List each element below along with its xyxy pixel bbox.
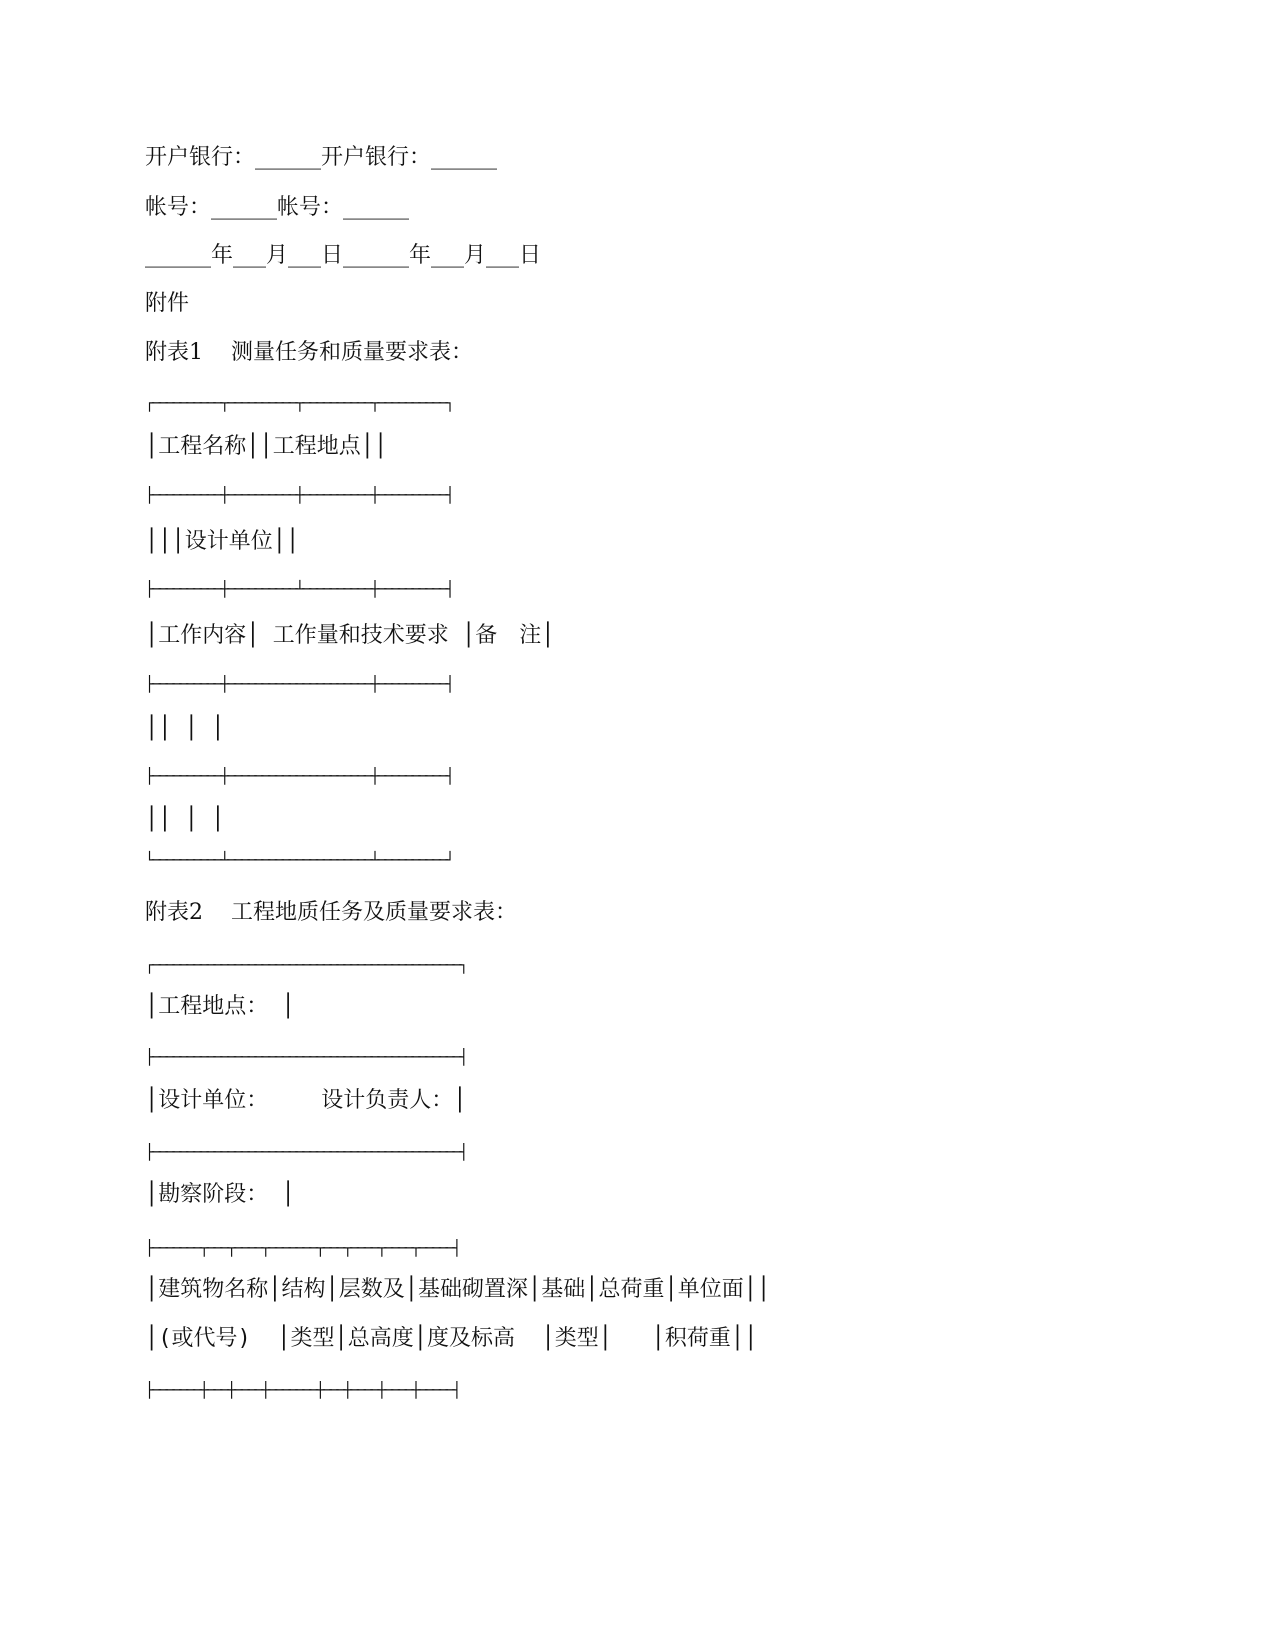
table1-title: 附表1 测量任务和质量要求表： (145, 340, 473, 365)
account-line: 帐号：______帐号：______ (145, 195, 410, 220)
table1-divider: ├──────────┼─────────────────────┼──────────┤ (145, 767, 453, 785)
table1-empty-row: ││ │ │ (145, 807, 225, 832)
table2-divider: ├───────┼───┼────┼───────┼───┼────┼────┼─────┤ (145, 1381, 460, 1399)
table1-header-row: │工作内容│ 工作量和技术要求 │备 注│ (145, 623, 555, 648)
table2-divider: ├───────┬───┬────┬───────┬───┬────┬────┬─────┤ (145, 1239, 460, 1257)
table1-empty-row: ││ │ │ (145, 716, 225, 741)
table2-row-location: │工程地点： │ (145, 994, 295, 1019)
table2-header-row-1: │建筑物名称│结构│层数及│基础砌置深│基础│总荷重│单位面││ (145, 1277, 771, 1302)
table2-row-design: │设计单位： 设计负责人：│ (145, 1088, 467, 1113)
date-line: ______年___月___日______年___月___日 (145, 243, 542, 268)
table2-header-row-2: │(或代号) │类型│总高度│度及标高 │类型│ │积荷重││ (145, 1326, 758, 1351)
table1-divider: ├──────────┼─────────────────────┼──────────┤ (145, 675, 453, 693)
table2-divider: ├─────────────────────────────────────────────┤ (145, 1048, 467, 1066)
table1-top-border: ┌──────────┬──────────┬──────────┬──────────┐ (145, 394, 453, 412)
table1-divider: ├──────────┼──────────┼──────────┼──────────┤ (145, 486, 453, 504)
table1-row-design-unit: │││设计单位││ (145, 529, 300, 554)
table2-divider: ├─────────────────────────────────────────────┤ (145, 1143, 467, 1161)
table2-title: 附表2 工程地质任务及质量要求表： (145, 900, 517, 925)
table1-bottom-border: └──────────┴─────────────────────┴──────────┘ (145, 851, 453, 869)
table2-top-border: ┌─────────────────────────────────────────────┐ (145, 956, 467, 974)
table1-divider: ├──────────┼──────────┴──────────┼──────────┤ (145, 580, 453, 598)
bank-line: 开户银行：______开户银行：______ (145, 145, 498, 170)
attachment-heading: 附件 (145, 291, 190, 316)
table2-row-stage: │勘察阶段： │ (145, 1182, 295, 1207)
table1-row-project: │工程名称││工程地点││ (145, 434, 388, 459)
